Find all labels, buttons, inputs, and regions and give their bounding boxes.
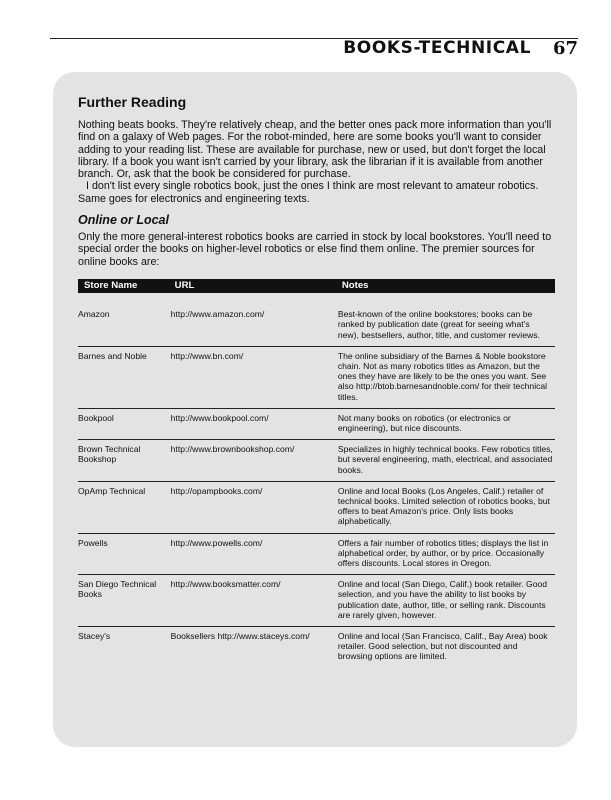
store-name-cell: Amazon [78, 293, 171, 346]
notes-cell: Online and local (San Francisco, Calif., Bay Area) book retailer. Good selection, but not discounted and browsing options are limited. [337, 631, 548, 662]
table-row [78, 575, 555, 627]
panel-content [78, 94, 556, 668]
page-number: 67 [552, 38, 578, 59]
notes-cell: Online and local Books (Los Angeles, Calif.) retailer of technical books. Limited selection of robotics books, but offers to beat Amazon's price. Only lists books alphabetically. [338, 481, 555, 533]
store-name-cell: Barnes and Noble [78, 346, 171, 408]
column-header-url: URL [171, 279, 338, 293]
store-name-cell: San Diego Technical Books [78, 575, 171, 627]
notes-cell: Online and local (San Diego, Calif.) book retailer. Good selection, and you have the ability to list books by publication date, author, title, or selling rank. Discounts are rarely given, however. [338, 575, 555, 627]
notes-cell: Specializes in highly technical books. Few robotics titles, but several engineering, math, electrical, and associated books. [338, 440, 555, 482]
url-cell: http://www.bookpool.com/ [171, 408, 338, 439]
url-cell: Booksellers http://www.staceys.com/ [170, 631, 310, 642]
column-header-notes: Notes [338, 279, 555, 293]
url-cell: http://www.booksmatter.com/ [171, 575, 338, 627]
table-row [78, 533, 555, 575]
bookstores-table [78, 279, 555, 668]
url-cell: http://www.brownbookshop.com/ [171, 440, 338, 482]
column-header-store: Store Name [78, 279, 171, 293]
table-row [78, 408, 555, 439]
url-cell: http://www.bn.com/ [171, 346, 338, 408]
url-cell: http://www.powells.com/ [171, 533, 338, 575]
table-row [78, 293, 555, 346]
table-row [78, 627, 555, 668]
store-name-cell: Brown Technical Bookshop [78, 440, 171, 482]
notes-cell: Offers a fair number of robotics titles; displays the list in alphabetical order, by author, or by price. Occasionally offers discounts. Local stores in Oregon. [338, 533, 555, 575]
store-name-cell: Powells [78, 533, 171, 575]
url-cell: http://opampbooks.com/ [171, 481, 338, 533]
running-header-title: BOOKS-TECHNICAL [343, 38, 531, 58]
notes-cell: Not many books on robotics (or electronics or engineering), but nice discounts. [338, 408, 555, 439]
table-row [78, 481, 555, 533]
subsection-title: Online or Local [78, 213, 169, 228]
paragraph: Nothing beats books. They're relatively cheap, and the better ones pack more information than you'll find on a galaxy of Web pages. For the robot-minded, here are some books you'll want to consider adding to your reading list. These are available for purchase, new or used, but don't forget the local library. If a book you want isn't carried by your library, ask the librarian if it is available from another branch. Or, ask that the book be considered for purchase. [78, 119, 552, 181]
paragraph: Only the more general-interest robotics books are carried in stock by local bookstores. You'll need to special order the books on higher-level robotics or else find them online. The premier sources for online books are: [78, 231, 552, 268]
store-name-cell: Stacey's [78, 631, 111, 642]
section-title: Further Reading [78, 94, 187, 110]
url-cell: http://www.amazon.com/ [171, 293, 338, 346]
store-name-cell: Bookpool [78, 408, 171, 439]
table-row [78, 346, 555, 408]
table-row [78, 440, 555, 482]
notes-cell: The online subsidiary of the Barnes & Noble bookstore chain. Not as many robotics titles as Amazon, but the ones they have are likely to be the ones you want. See also http://btob.barnesandnoble.com/ for their technical titles. [338, 346, 555, 408]
notes-cell: Best-known of the online bookstores; books can be ranked by publication date (great for seeing what's new), bestsellers, author, title, and customer reviews. [338, 293, 555, 346]
table-header-row [78, 279, 555, 293]
store-name-cell: OpAmp Technical [78, 481, 171, 533]
paragraph: I don't list every single robotics book, just the ones I think are most relevant to amateur robotics. Same goes for electronics and engineering texts. [78, 180, 539, 205]
